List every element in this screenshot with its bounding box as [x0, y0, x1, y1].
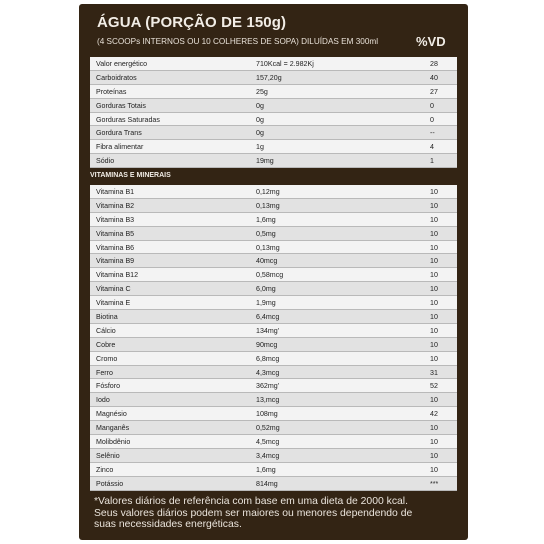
nutrition-table — [90, 57, 457, 168]
nutrient-name: Biotina — [96, 313, 118, 322]
nutrient-vd: -- — [430, 129, 435, 138]
table-row — [90, 393, 457, 407]
nutrient-vd: 10 — [430, 354, 438, 363]
nutrient-name: Carboidratos — [96, 73, 137, 82]
table-row — [90, 126, 457, 140]
nutrient-vd: 10 — [430, 257, 438, 266]
nutrient-name: Valor energético — [96, 60, 148, 68]
nutrient-name: Vitamina B3 — [96, 215, 135, 224]
table-row — [90, 185, 457, 199]
table-row — [90, 338, 457, 352]
nutrient-vd: 10 — [430, 438, 438, 447]
nutrient-amount: 108mg — [256, 410, 278, 419]
vitamins-section-header: VITAMINAS E MINERAIS — [90, 172, 171, 179]
nutrient-name: Potássio — [96, 479, 124, 488]
nutrient-vd: 31 — [430, 368, 438, 377]
nutrient-name: Manganês — [96, 424, 130, 433]
nutrient-vd: 10 — [430, 465, 438, 474]
nutrient-vd: 10 — [430, 396, 438, 405]
nutrient-vd: 10 — [430, 229, 438, 238]
nutrient-amount: 4,3mcg — [256, 368, 280, 377]
nutrient-name: Cálcio — [96, 326, 116, 335]
nutrient-amount: 0g — [256, 101, 264, 110]
nutrient-vd: 10 — [430, 201, 438, 210]
nutrient-amount: 1,9mg — [256, 299, 276, 308]
nutrient-name: Gorduras Totais — [96, 101, 146, 110]
table-row — [90, 99, 457, 113]
table-row — [90, 366, 457, 380]
nutrient-vd: 40 — [430, 73, 438, 82]
nutrient-amount: 1,6mg — [256, 465, 276, 474]
table-row — [90, 310, 457, 324]
nutrient-vd: 27 — [430, 87, 438, 96]
nutrient-amount: 134mg' — [256, 326, 280, 335]
nutrient-vd: 10 — [430, 326, 438, 335]
nutrient-amount: 3,4mcg — [256, 451, 280, 460]
page-title: ÁGUA (PORÇÃO DE 150g) — [97, 14, 287, 31]
nutrient-name: Selênio — [96, 451, 120, 460]
table-row — [90, 407, 457, 421]
nutrient-name: Iodo — [96, 396, 110, 405]
nutrient-vd: 1 — [430, 157, 434, 166]
nutrient-amount: 0g — [256, 115, 264, 124]
nutrient-amount: 6,4mcg — [256, 313, 280, 322]
nutrient-amount: 0,13mg — [256, 201, 280, 210]
nutrient-name: Vitamina B1 — [96, 188, 135, 196]
nutrient-name: Magnésio — [96, 410, 127, 419]
table-row — [90, 57, 457, 71]
nutrient-vd: 10 — [430, 285, 438, 294]
table-row — [90, 241, 457, 255]
table-row — [90, 296, 457, 310]
nutrient-name: Sódio — [96, 157, 115, 166]
nutrient-vd: 52 — [430, 382, 438, 391]
nutrient-amount: 0,5mg — [256, 229, 276, 238]
nutrient-vd: 10 — [430, 188, 438, 196]
nutrient-name: Vitamina B6 — [96, 243, 135, 252]
nutrient-amount: 4,5mcg — [256, 438, 280, 447]
nutrient-name: Vitamina B12 — [96, 271, 139, 280]
nutrient-amount: 362mg' — [256, 382, 280, 391]
table-row — [90, 421, 457, 435]
nutrient-vd: 4 — [430, 143, 434, 152]
table-row — [90, 213, 457, 227]
footnote-line: Seus valores diários podem ser maiores ou menores dependendo de — [94, 507, 413, 519]
nutrient-name: Fibra alimentar — [96, 143, 144, 152]
table-row — [90, 85, 457, 99]
table-row — [90, 268, 457, 282]
nutrient-amount: 6,0mg — [256, 285, 276, 294]
nutrient-vd: 10 — [430, 215, 438, 224]
nutrient-amount: 0,52mg — [256, 424, 280, 433]
table-row — [90, 140, 457, 154]
nutrient-vd: 10 — [430, 243, 438, 252]
table-row — [90, 463, 457, 477]
nutrient-vd: 0 — [430, 115, 434, 124]
nutrient-amount: 0,12mg — [256, 188, 280, 196]
nutrient-name: Gorduras Saturadas — [96, 115, 160, 124]
nutrient-amount: 25g — [256, 87, 268, 96]
table-row — [90, 227, 457, 241]
vitamins-minerals-table — [90, 185, 457, 491]
nutrient-amount: 1g — [256, 143, 264, 152]
table-row — [90, 324, 457, 338]
table-row — [90, 379, 457, 393]
nutrient-name: Zinco — [96, 465, 114, 474]
nutrient-amount: 0g — [256, 129, 264, 138]
nutrient-name: Vitamina B2 — [96, 201, 135, 210]
nutrient-amount: 6,8mcg — [256, 354, 280, 363]
nutrient-name: Cromo — [96, 354, 118, 363]
nutrient-vd: 10 — [430, 451, 438, 460]
nutrient-amount: 1,6mg — [256, 215, 276, 224]
table-row — [90, 449, 457, 463]
nutrient-amount: 0,13mg — [256, 243, 280, 252]
nutrient-name: Cobre — [96, 340, 116, 349]
nutrition-label-panel — [79, 4, 468, 540]
nutrient-amount: 90mcg — [256, 340, 278, 349]
nutrient-amount: 13,mcg — [256, 396, 280, 405]
table-row — [90, 282, 457, 296]
nutrient-vd: 10 — [430, 271, 438, 280]
nutrient-name: Ferro — [96, 368, 113, 377]
table-row — [90, 477, 457, 491]
nutrient-amount: 19mg — [256, 157, 274, 166]
nutrient-amount: 710Kcal = 2.982Kj — [256, 60, 314, 68]
nutrient-vd: 0 — [430, 101, 434, 110]
nutrient-name: Vitamina E — [96, 299, 131, 308]
nutrient-vd: 28 — [430, 60, 438, 68]
nutrient-name: Fósforo — [96, 382, 121, 391]
nutrient-vd: 10 — [430, 299, 438, 308]
nutrient-vd: *** — [430, 479, 439, 488]
nutrient-name: Proteínas — [96, 87, 127, 96]
nutrient-name: Gordura Trans — [96, 129, 142, 138]
nutrient-amount: 157,20g — [256, 73, 282, 82]
footnote-line: *Valores diários de referência com base em uma dieta de 2000 kcal. — [94, 496, 409, 507]
nutrient-name: Molibdênio — [96, 438, 131, 447]
table-row — [90, 199, 457, 213]
table-row — [90, 254, 457, 268]
nutrient-name: Vitamina B9 — [96, 257, 135, 266]
vd-column-label: %VD — [416, 34, 446, 49]
table-row — [90, 435, 457, 449]
nutrient-amount: 814mg — [256, 479, 278, 488]
nutrient-vd: 10 — [430, 313, 438, 322]
nutrient-name: Vitamina B5 — [96, 229, 135, 238]
table-row — [90, 352, 457, 366]
table-row — [90, 113, 457, 127]
nutrient-amount: 40mcg — [256, 257, 278, 266]
footnote — [94, 496, 456, 531]
nutrient-vd: 10 — [430, 424, 438, 433]
nutrient-amount: 0,58mcg — [256, 271, 284, 280]
table-row — [90, 154, 457, 168]
nutrient-vd: 10 — [430, 340, 438, 349]
nutrient-vd: 42 — [430, 410, 438, 419]
serving-subtitle: (4 SCOOPs INTERNOS OU 10 COLHERES DE SOPA) DILUÍDAS EM 300ml — [97, 37, 379, 46]
footnote-line: suas necessidades energéticas. — [94, 519, 242, 531]
nutrient-name: Vitamina C — [96, 285, 131, 294]
table-row — [90, 71, 457, 85]
